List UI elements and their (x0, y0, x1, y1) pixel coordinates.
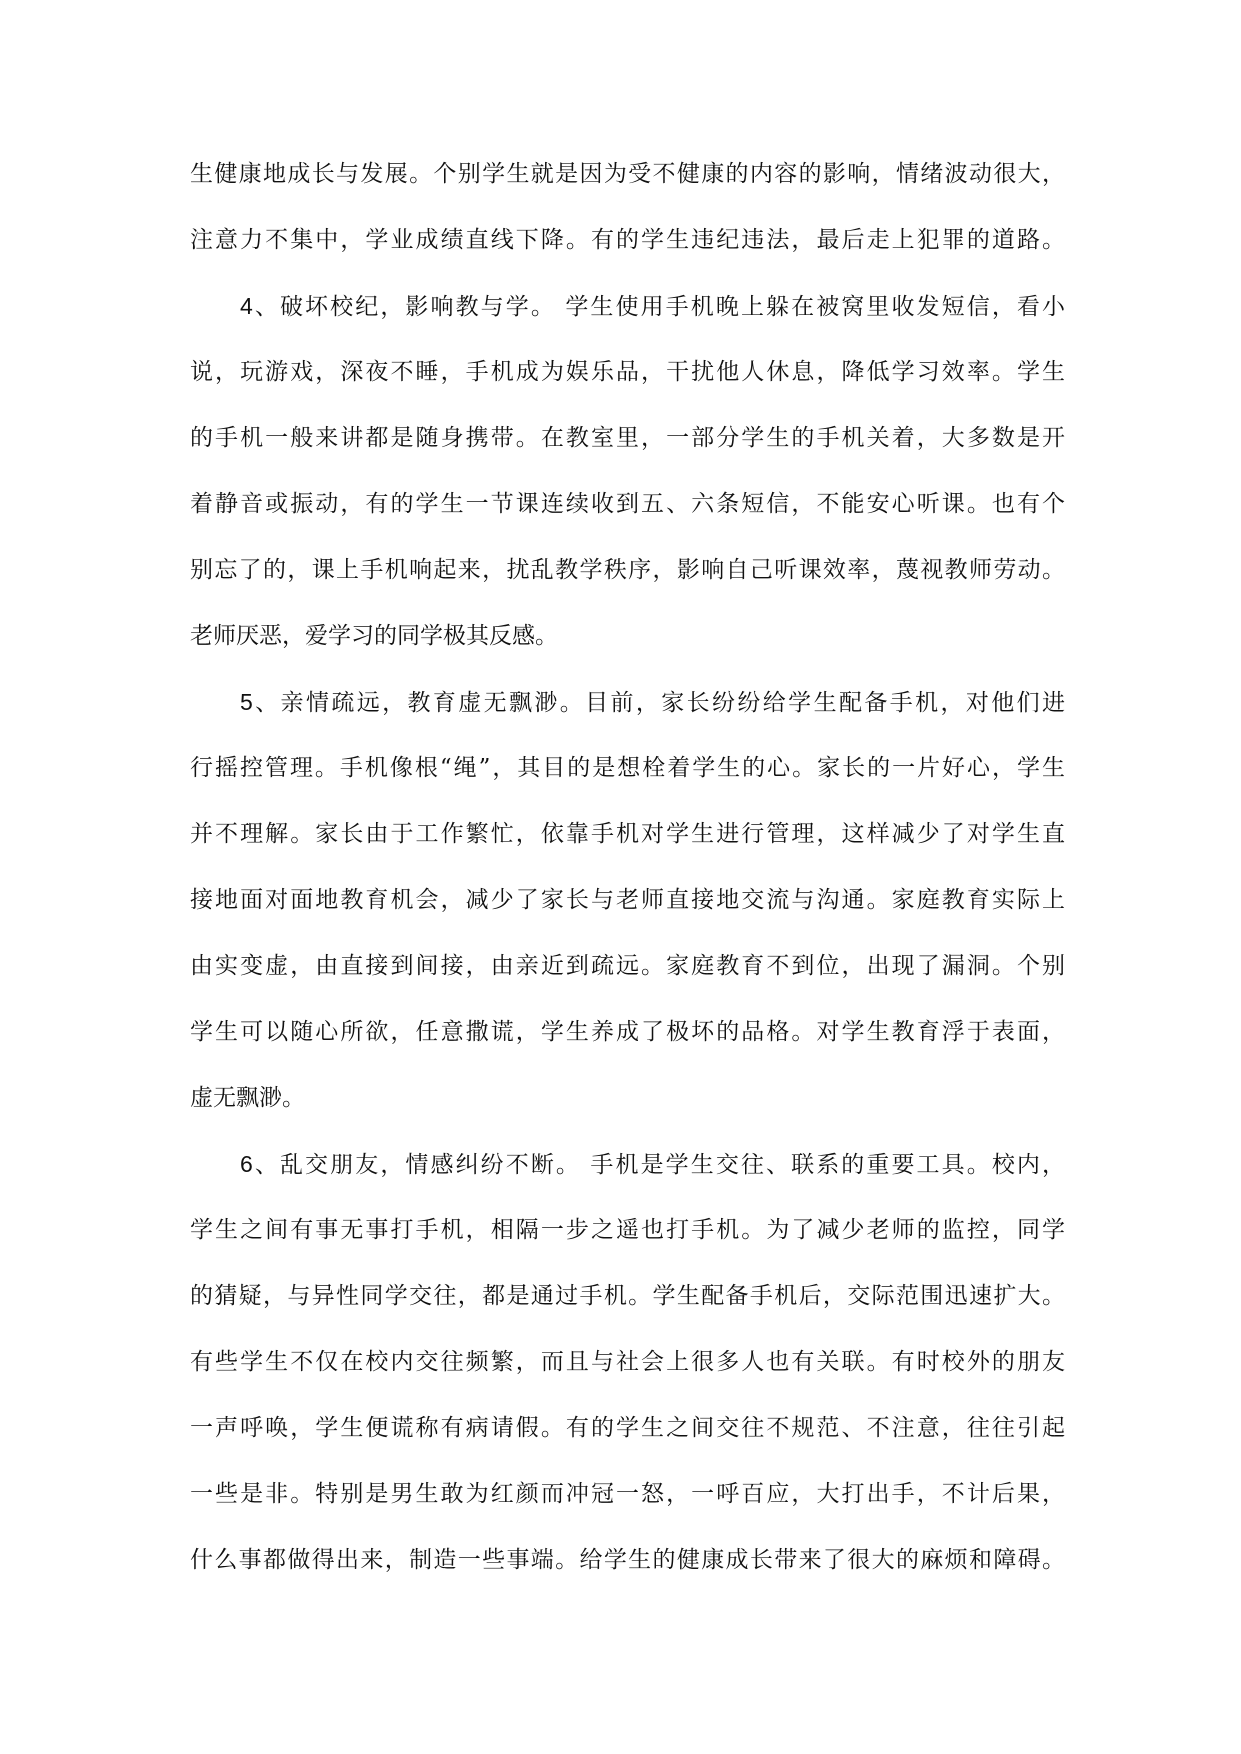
paragraph-item-5 (190, 683, 1065, 1117)
text-line: 学生可以随心所欲，任意撒谎，学生养成了极坏的品格。对学生教育浮于表面， (190, 1019, 1065, 1045)
text-line: 着静音或振动，有的学生一节课连续收到五、六条短信，不能安心听课。也有个 (190, 491, 1065, 517)
text-line: 的手机一般来讲都是随身携带。在教室里，一部分学生的手机关着，大多数是开 (190, 425, 1065, 451)
text-line: 并不理解。家长由于工作繁忙，依靠手机对学生进行管理，这样减少了对学生直 (190, 821, 1065, 847)
text-line-content: 、破坏校纪，影响教与学。 学生使用手机晚上躲在被窝里收发短信，看小 (252, 294, 1065, 320)
paragraph-continuation (190, 155, 1065, 259)
text-line: 的猜疑，与异性同学交往，都是通过手机。学生配备手机后，交际范围迅速扩大。 (190, 1283, 1065, 1309)
paragraph-item-4 (190, 287, 1065, 655)
text-line: 由实变虚，由直接到间接，由亲近到疏远。家庭教育不到位，出现了漏洞。个别 (190, 953, 1065, 979)
text-line: 学生之间有事无事打手机，相隔一步之遥也打手机。为了减少老师的监控，同学 (190, 1217, 1065, 1243)
document-body (190, 155, 1065, 1607)
text-line: 接地面对面地教育机会，减少了家长与老师直接地交流与沟通。家庭教育实际上 (190, 887, 1065, 913)
text-line: 一声呼唤，学生便谎称有病请假。有的学生之间交往不规范、不注意，往往引起 (190, 1415, 1065, 1441)
text-line: 一些是非。特别是男生敢为红颜而冲冠一怒，一呼百应，大打出手，不计后果， (190, 1481, 1065, 1507)
text-line (190, 1145, 1065, 1183)
text-line (190, 683, 1065, 721)
text-line: 行摇控管理。手机像根“绳”，其目的是想栓着学生的心。家长的一片好心，学生 (190, 755, 1065, 781)
text-line: 老师厌恶，爱学习的同学极其反感。 (190, 623, 558, 649)
text-line: 虚无飘渺。 (190, 1085, 305, 1111)
paragraph-item-6 (190, 1145, 1065, 1579)
item-number: 4 (240, 293, 253, 319)
item-number: 5 (240, 689, 253, 715)
text-line: 注意力不集中，学业成绩直线下降。有的学生违纪违法，最后走上犯罪的道路。 (190, 227, 1065, 253)
text-line: 什么事都做得出来，制造一些事端。给学生的健康成长带来了很大的麻烦和障碍。 (190, 1547, 1065, 1573)
text-line: 有些学生不仅在校内交往频繁，而且与社会上很多人也有关联。有时校外的朋友 (190, 1349, 1065, 1375)
item-number: 6 (240, 1151, 253, 1177)
text-line-content: 、亲情疏远，教育虚无飘渺。目前，家长纷纷给学生配备手机，对他们进 (252, 690, 1065, 716)
text-line: 说，玩游戏，深夜不睡，手机成为娱乐品，干扰他人休息，降低学习效率。学生 (190, 359, 1065, 385)
text-line: 生健康地成长与发展。个别学生就是因为受不健康的内容的影响，情绪波动很大， (190, 161, 1065, 187)
text-line-content: 、乱交朋友，情感纠纷不断。 手机是学生交往、联系的重要工具。校内， (252, 1152, 1065, 1178)
text-line (190, 287, 1065, 325)
text-line: 别忘了的，课上手机响起来，扰乱教学秩序，影响自己听课效率，蔑视教师劳动。 (190, 557, 1065, 583)
